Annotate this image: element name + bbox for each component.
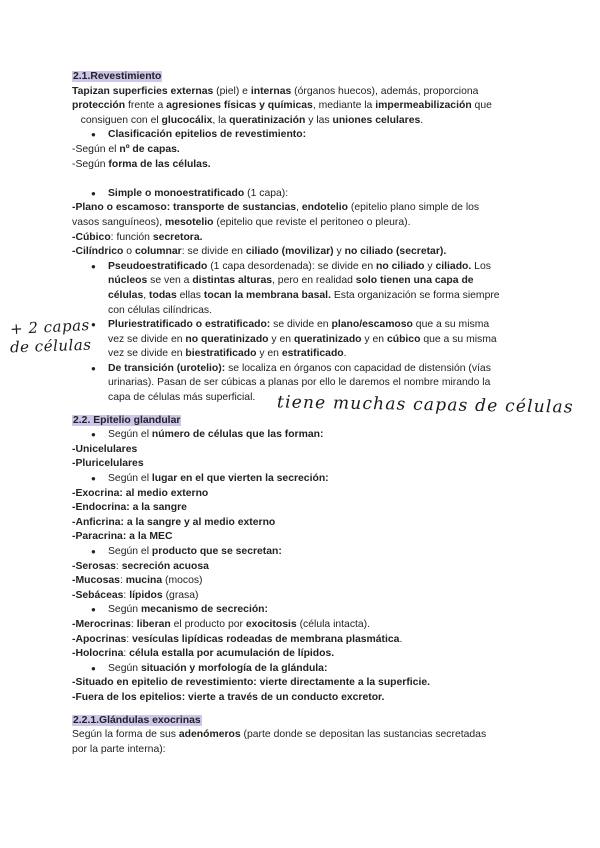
bullet-item: ● Clasificación epitelios de revestimiento: bbox=[72, 128, 534, 143]
bullet-item: ● Pseudoestratificado (1 capa desordenada): se divide en no ciliado y ciliado. Los bbox=[72, 260, 534, 275]
list-item: -Situado en epitelio de revestimiento: vierte directamente a la superficie. bbox=[72, 677, 431, 689]
list-item: -Fuera de los epitelios: vierte a través de un conducto excretor. bbox=[72, 691, 385, 703]
section-heading-glandulas-exocrinas: 2.2.1.Glándulas exocrinas bbox=[73, 714, 201, 726]
paragraph-line: vez se divide en biestratificado y en estratificado. bbox=[108, 348, 347, 360]
paragraph-line: capa de células más superficial. bbox=[108, 392, 256, 404]
paragraph-line: vez se divide en no queratinizado y en queratinizado y en cúbico que a su misma bbox=[108, 333, 497, 345]
list-item: -Unicelulares bbox=[72, 443, 138, 455]
bullet-item: ● Según situación y morfología de la glándula: bbox=[72, 662, 534, 677]
list-item: -Endocrina: a la sangre bbox=[72, 502, 187, 514]
list-item: -Exocrina: al medio externo bbox=[72, 487, 209, 499]
list-item: -Mucosas: mucina (mocos) bbox=[72, 575, 203, 587]
handwritten-note-celulas: de células bbox=[9, 335, 92, 357]
paragraph-line: protección frente a agresiones físicas y químicas, mediante la impermeabilización que bbox=[72, 100, 492, 112]
paragraph-line: Según la forma de sus adenómeros (parte donde se depositan las sustancias secretadas bbox=[72, 729, 487, 741]
bullet-item: ● Según mecanismo de secreción: bbox=[72, 603, 534, 618]
paragraph-line: consiguen con el glucocálix, la queratinización y las uniones celulares. bbox=[80, 114, 424, 126]
handwritten-note-capas: + 2 capas bbox=[9, 315, 91, 339]
list-item: -Paracrina: a la MEC bbox=[72, 531, 173, 543]
bullet-item: ● Simple o monoestratificado (1 capa): bbox=[72, 187, 534, 202]
bullet-item: ● Según el producto que se secretan: bbox=[72, 545, 534, 560]
paragraph-line: por la parte interna): bbox=[72, 743, 166, 755]
handwritten-note-muchas-capas: tiene muchas capas de células bbox=[276, 392, 574, 418]
list-item: -Anficrina: a la sangre y al medio externo bbox=[72, 516, 276, 528]
list-item: -Apocrinas: vesículas lipídicas rodeadas de membrana plasmática. bbox=[72, 633, 403, 645]
paragraph-line: células, todas ellas tocan la membrana basal. Esta organización se forma siempre bbox=[108, 289, 500, 301]
paragraph-line: urinarias). Pasan de ser cúbicas a planas por ello le daremos el nombre mirando la bbox=[108, 377, 491, 389]
list-item: -Según el nº de capas. bbox=[72, 143, 180, 155]
section-heading-revestimiento: 2.1.Revestimiento bbox=[73, 71, 162, 82]
section-heading-epitelio-glandular: 2.2. Epitelio glandular bbox=[73, 414, 181, 426]
list-item: -Holocrina: célula estalla por acumulación de lípidos. bbox=[72, 648, 335, 660]
paragraph-line: núcleos se ven a distintas alturas, pero en realidad solo tienen una capa de bbox=[108, 275, 474, 287]
list-item: -Plano o escamoso: transporte de sustancias, endotelio (epitelio plano simple de los bbox=[72, 202, 480, 214]
bullet-item: ● Según el número de células que las forman: bbox=[72, 428, 534, 443]
paragraph-line: con células cilíndricas. bbox=[108, 304, 212, 316]
bullet-item: ● Según el lugar en el que vierten la secreción: bbox=[72, 472, 534, 487]
bullet-item: ● De transición (urotelio): se localiza en órganos con capacidad de distensión (vías bbox=[72, 362, 534, 377]
list-item: -Serosas: secreción acuosa bbox=[72, 560, 209, 572]
list-item: -Cilíndrico o columnar: se divide en ciliado (movilizar) y no ciliado (secretar). bbox=[72, 246, 447, 258]
list-item: -Sebáceas: lípidos (grasa) bbox=[72, 589, 199, 601]
bullet-item: ● Pluriestratificado o estratificado: se divide en plano/escamoso que a su misma bbox=[72, 318, 534, 333]
list-item: -Cúbico: función secretora. bbox=[72, 231, 203, 243]
list-item: vasos sanguíneos), mesotelio (epitelio que reviste el peritoneo o pleura). bbox=[72, 216, 411, 228]
list-item: -Según forma de las células. bbox=[72, 158, 211, 170]
list-item: -Pluricelulares bbox=[72, 458, 144, 470]
paragraph-line: Tapizan superficies externas (piel) e internas (órganos huecos), además, proporciona bbox=[72, 85, 479, 97]
list-item: -Merocrinas: liberan el producto por exocitosis (célula intacta). bbox=[72, 618, 371, 630]
